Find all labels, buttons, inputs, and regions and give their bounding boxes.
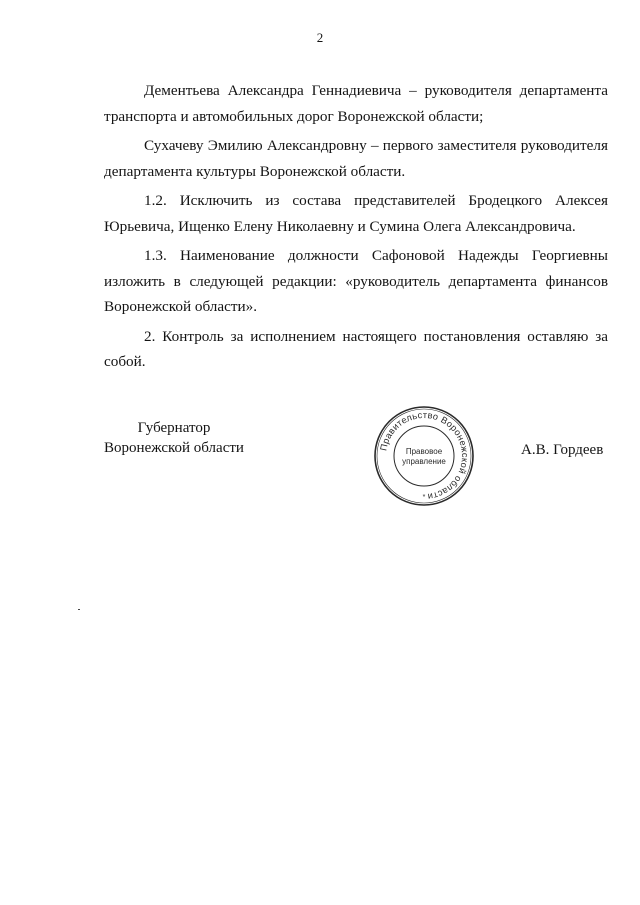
seal-star-icon: * xyxy=(422,494,426,501)
signatory-title xyxy=(104,418,244,458)
paragraph-sukhacheva: Сухачеву Эмилию Александровну – первого заместителя руководителя департамента культуры Воронежской области. xyxy=(104,137,608,180)
paragraph-1-3: 1.3. Наименование должности Сафоновой Надежды Георгиевны изложить в следующей редакции: «руководитель департамента финансов Воронежской области». xyxy=(104,247,608,315)
signatory-title-line1: Губернатор xyxy=(137,420,211,436)
signatory-name: А.В. Гордеев xyxy=(521,442,604,458)
seal-inner-line1: Правовое xyxy=(405,447,443,456)
official-seal-stamp xyxy=(372,404,476,508)
page-number: 2 xyxy=(316,30,324,45)
paragraph-1-2: 1.2. Исключить из состава представителей Бродецкого Алексея Юрьевича, Ищенко Елену Николаевну и Сумина Олега Александровича. xyxy=(104,192,608,235)
signatory-title-line2: Воронежской области xyxy=(104,440,244,456)
paragraph-2: 2. Контроль за исполнением настоящего постановления оставляю за собой. xyxy=(104,327,608,370)
paragraph-dementyev: Дементьева Александра Геннадиевича – руководителя департамента транспорта и автомобильных дорог Воронежской области; xyxy=(104,82,608,125)
scan-artifact-dot xyxy=(78,609,80,610)
seal-inner-line2: управление xyxy=(402,457,446,466)
seal-outer-text: Правительство Воронежской области xyxy=(378,409,471,502)
signature-block xyxy=(0,409,640,508)
document-body xyxy=(104,78,608,379)
